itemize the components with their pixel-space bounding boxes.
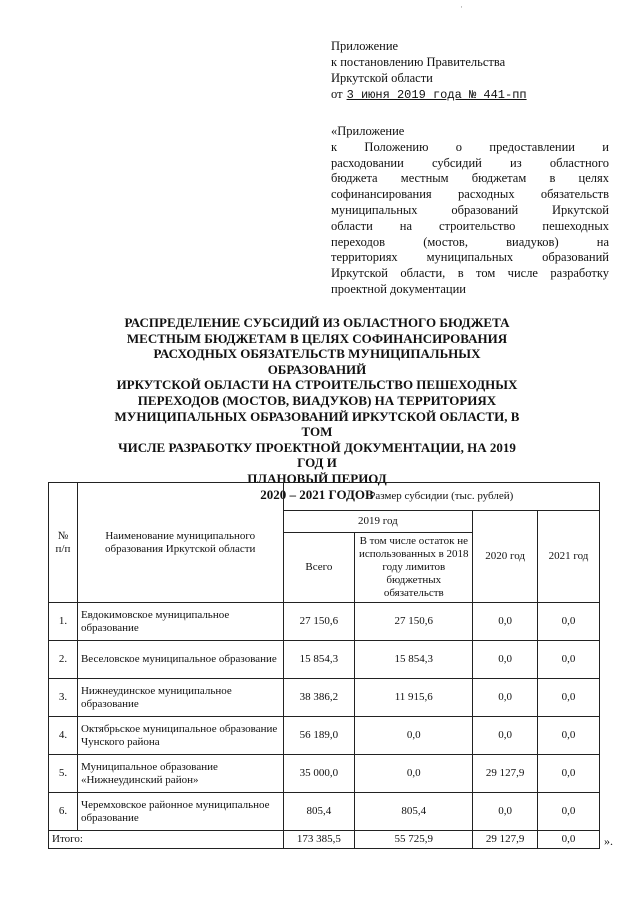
row-total: 27 150,6 [283,603,355,641]
header-2020: 2020 год [473,511,538,603]
row-2020: 0,0 [473,717,538,755]
row-num: 6. [49,793,78,831]
totals-remainder: 55 725,9 [355,831,473,849]
totals-total: 173 385,5 [283,831,355,849]
row-name: Нижнеудинское муниципальное образование [77,679,283,717]
appendix-line: области на строительство пешеходных [331,218,609,233]
table-row [49,717,600,755]
row-2021: 0,0 [538,793,600,831]
appendix-block [331,124,609,298]
row-2021: 0,0 [538,641,600,679]
row-2021: 0,0 [538,603,600,641]
header-name: Наименование муниципального образования Иркутской области [77,483,283,603]
row-2020: 0,0 [473,603,538,641]
appendix-line: бюджета местным бюджетам в целях [331,171,609,186]
row-2020: 0,0 [473,641,538,679]
title-line: РАСХОДНЫХ ОБЯЗАТЕЛЬСТВ МУНИЦИПАЛЬНЫХ ОБРАЗОВАНИЙ [153,346,481,377]
header-line-3: Иркутской области [331,71,433,85]
table-row [49,679,600,717]
title-line: ПЛАНОВЫЙ ПЕРИОД [247,470,387,486]
header-subsidy: Размер субсидии (тыс. рублей) [283,483,600,511]
table-row [49,793,600,831]
totals-label: Итого: [49,831,284,849]
row-2021: 0,0 [538,679,600,717]
row-name: Муниципальное образование «Нижнеудинский район» [77,755,283,793]
totals-2021: 0,0 [538,831,600,849]
header-line-1: Приложение [331,39,399,53]
row-2021: 0,0 [538,717,600,755]
title-line: 2020 – 2021 ГОДОВ [260,486,374,502]
header-num: № п/п [49,483,78,603]
row-total: 805,4 [283,793,355,831]
subsidy-table [48,482,600,849]
row-2020: 0,0 [473,793,538,831]
header-remainder: В том числе остаток не использованных в 2018 году лимитов бюджетных обязательств [355,533,473,603]
date-value: 3 июня 2019 года № 441-пп [346,88,527,102]
appendix-line: переходов (мостов, виадуков) на [331,234,609,249]
row-remainder: 805,4 [355,793,473,831]
appendix-line: к Положению о предоставлении и [331,139,609,154]
appendix-line: территориях муниципальных образований [331,250,609,265]
title-line: ЧИСЛЕ РАЗРАБОТКУ ПРОЕКТНОЙ ДОКУМЕНТАЦИИ, НА 2019 ГОД И [118,439,516,471]
row-remainder: 0,0 [355,717,473,755]
title-line: МУНИЦИПАЛЬНЫХ ОБРАЗОВАНИЙ ИРКУТСКОЙ ОБЛАСТИ, В ТОМ [114,408,520,440]
row-2021: 0,0 [538,755,600,793]
row-remainder: 15 854,3 [355,641,473,679]
appendix-line: проектной документации [331,281,466,296]
document-title [104,315,530,502]
table-row [49,603,600,641]
appendix-line: «Приложение [331,124,405,138]
row-name: Евдокимовское муниципальное образование [77,603,283,641]
table-row [49,755,600,793]
row-name: Черемховское районное муниципальное образование [77,793,283,831]
row-total: 15 854,3 [283,641,355,679]
header-date-line [331,86,609,103]
row-name: Веселовское муниципальное образование [77,641,283,679]
row-remainder: 0,0 [355,755,473,793]
title-line: МЕСТНЫМ БЮДЖЕТАМ В ЦЕЛЯХ СОФИНАНСИРОВАНИЯ [126,330,508,346]
table-row [49,641,600,679]
appendix-line: софинансирования расходных обязательств [331,187,609,202]
appendix-line: расходовании субсидий из областного [331,155,609,170]
totals-2020: 29 127,9 [473,831,538,849]
row-num: 3. [49,679,78,717]
appendix-line: муниципальных образований Иркутской [331,202,609,217]
resolution-header [331,38,609,103]
title-line: ИРКУТСКОЙ ОБЛАСТИ НА СТРОИТЕЛЬСТВО ПЕШЕХОДНЫХ [116,377,518,393]
header-2021: 2021 год [538,511,600,603]
row-num: 1. [49,603,78,641]
row-remainder: 27 150,6 [355,603,473,641]
row-name: Октябрьское муниципальное образование Чунского района [77,717,283,755]
appendix-line: Иркутской области, в том числе разработку [331,266,609,281]
title-line: РАСПРЕДЕЛЕНИЕ СУБСИДИЙ ИЗ ОБЛАСТНОГО БЮДЖЕТА [124,315,510,330]
date-prefix: от [331,87,343,101]
closing-quote: ». [604,834,613,848]
title-line: ПЕРЕХОДОВ (МОСТОВ, ВИАДУКОВ) НА ТЕРРИТОРИЯХ [137,392,497,408]
row-2020: 0,0 [473,679,538,717]
row-total: 38 386,2 [283,679,355,717]
row-remainder: 11 915,6 [355,679,473,717]
header-2019: 2019 год [283,511,473,533]
row-num: 4. [49,717,78,755]
row-total: 56 189,0 [283,717,355,755]
scan-mark: · [460,2,463,12]
header-line-2: к постановлению Правительства [331,55,506,69]
row-2020: 29 127,9 [473,755,538,793]
header-total: Всего [283,533,355,603]
row-total: 35 000,0 [283,755,355,793]
row-num: 5. [49,755,78,793]
totals-row [49,831,600,849]
row-num: 2. [49,641,78,679]
